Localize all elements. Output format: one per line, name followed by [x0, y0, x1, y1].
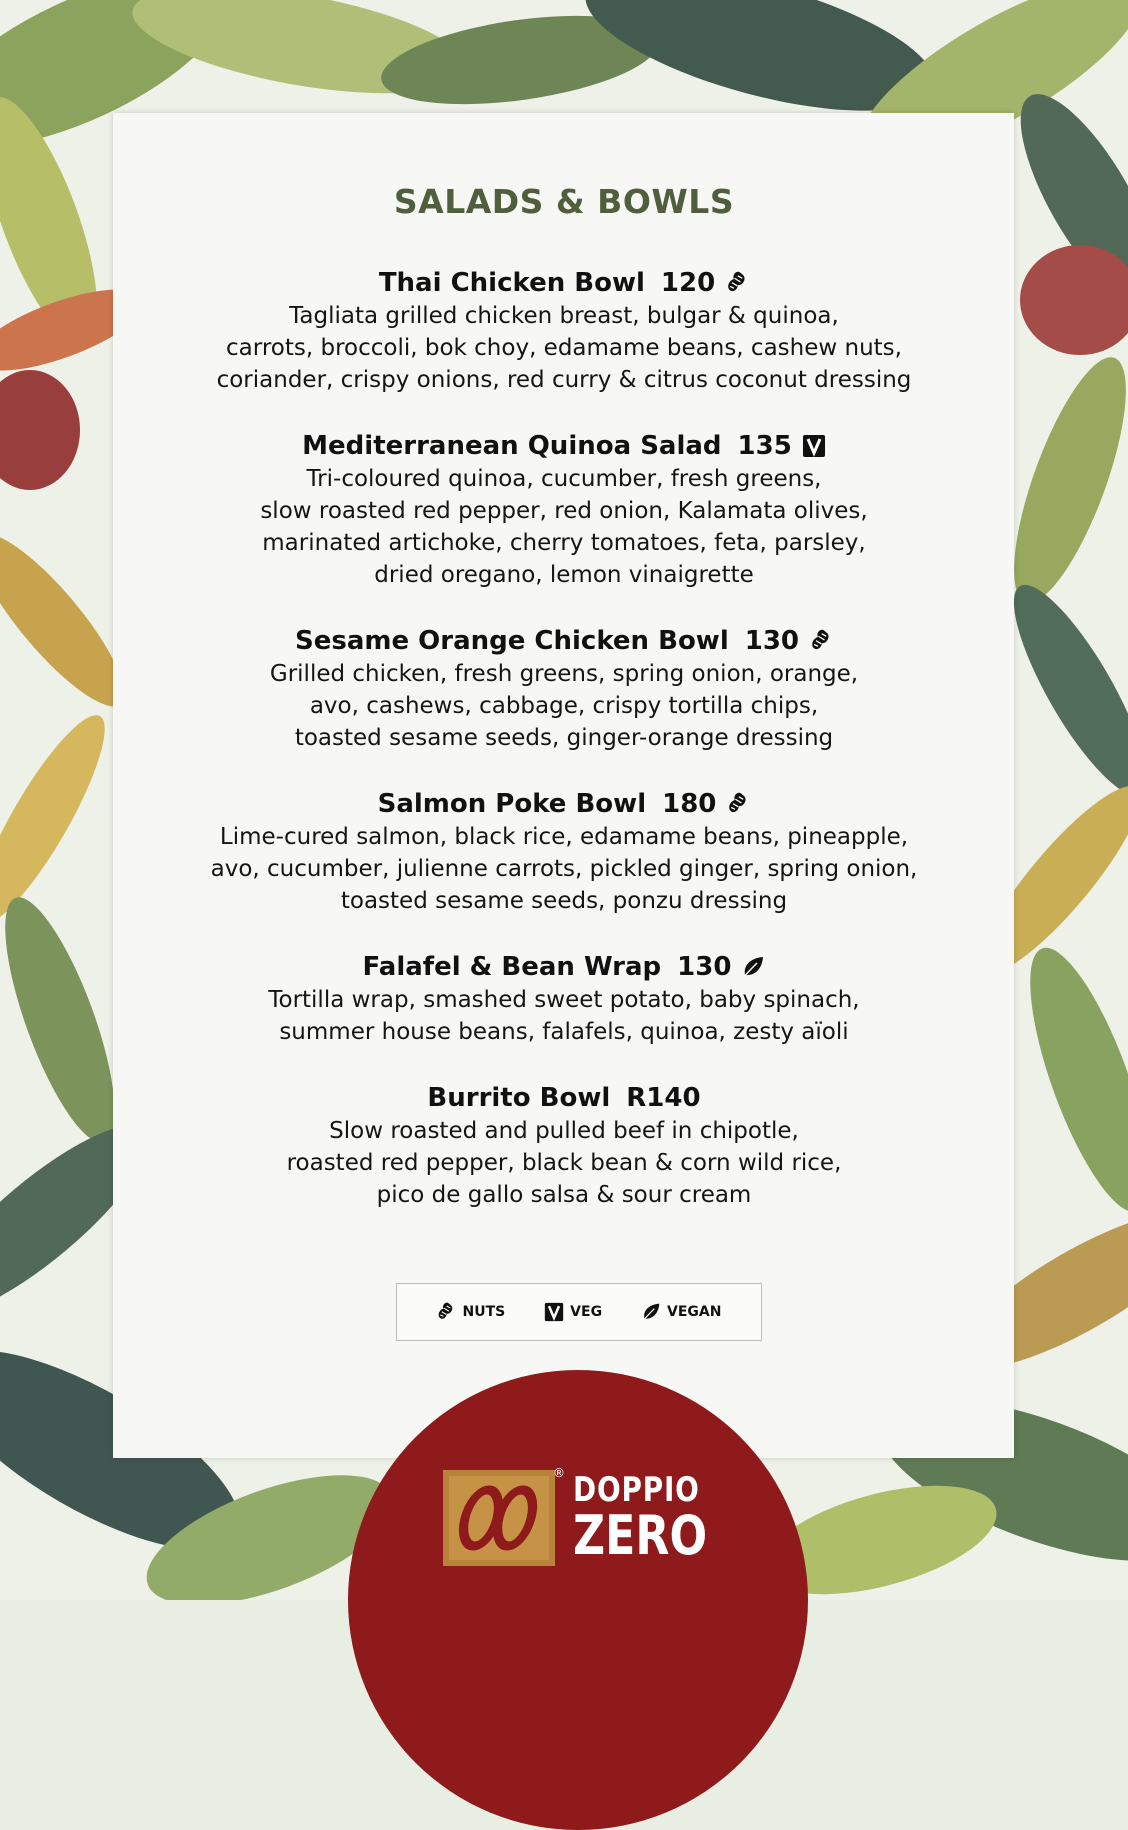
logo-mark-icon	[443, 1470, 555, 1566]
menu-item-description	[194, 300, 934, 396]
menu-item-price: 130	[744, 626, 800, 656]
menu-item-heading	[0, 266, 1128, 300]
description-line: slow roasted red pepper, red onion, Kalamata olives,	[260, 498, 868, 524]
brand-name-line2: ZERO	[573, 1504, 708, 1567]
menu-item-price: 135	[737, 431, 792, 461]
description-line: Tri-coloured quinoa, cucumber, fresh greens,	[306, 466, 822, 492]
description-line: avo, cashews, cabbage, crispy tortilla chips,	[309, 693, 819, 719]
menu-item-name: Mediterranean Quinoa Salad	[302, 431, 722, 461]
description-line: roasted red pepper, black bean & corn wild rice,	[286, 1150, 842, 1176]
description-line: pico de gallo salsa & sour cream	[376, 1182, 752, 1208]
description-line: dried oregano, lemon vinaigrette	[374, 562, 754, 588]
menu-item	[0, 787, 1128, 917]
description-line: avo, cucumber, julienne carrots, pickled ginger, spring onion,	[210, 856, 918, 882]
menu-item	[0, 429, 1128, 591]
menu-item	[0, 266, 1128, 396]
description-line: toasted sesame seeds, ginger-orange dressing	[294, 725, 834, 751]
description-line: Slow roasted and pulled beef in chipotle,	[329, 1118, 799, 1144]
nuts-icon	[809, 629, 833, 653]
menu-item-name: Falafel & Bean Wrap	[362, 952, 662, 982]
veg-icon	[544, 1302, 564, 1322]
menu-item	[0, 950, 1128, 1048]
brand-logo	[443, 1470, 737, 1566]
menu-item	[0, 624, 1128, 754]
legend-label: NUTS	[462, 1304, 506, 1320]
menu-item-name: Burrito Bowl	[427, 1083, 611, 1113]
menu-item-heading	[0, 950, 1128, 984]
brand-name-line1: DOPPIO	[573, 1470, 700, 1510]
vegan-icon	[641, 1302, 661, 1322]
legend-item-nuts	[436, 1302, 505, 1322]
legend-label: VEG	[570, 1304, 603, 1320]
description-line: Tortilla wrap, smashed sweet potato, baby spinach,	[268, 987, 860, 1013]
brand-arch	[348, 1370, 808, 1830]
dietary-legend	[396, 1283, 762, 1341]
menu-item-heading	[0, 1081, 1128, 1115]
menu-item-heading	[0, 429, 1128, 463]
menu-item-description	[194, 463, 934, 591]
menu-item-price: 120	[660, 268, 716, 298]
menu-item-name: Sesame Orange Chicken Bowl	[294, 626, 729, 656]
menu-item	[0, 1081, 1128, 1211]
legend-label: VEGAN	[667, 1304, 722, 1320]
vegan-icon	[741, 955, 765, 979]
description-line: marinated artichoke, cherry tomatoes, feta, parsley,	[262, 530, 866, 556]
menu-item-heading	[0, 787, 1128, 821]
nuts-icon	[725, 271, 749, 295]
menu-item-name: Salmon Poke Bowl	[377, 789, 647, 819]
description-line: Grilled chicken, fresh greens, spring onion, orange,	[269, 661, 859, 687]
menu-item-price: 130	[677, 952, 732, 982]
description-line: Lime-cured salmon, black rice, edamame beans, pineapple,	[219, 824, 909, 850]
section-title: SALADS & BOWLS	[393, 182, 735, 221]
description-line: coriander, crispy onions, red curry & citrus coconut dressing	[216, 367, 912, 393]
description-line: Tagliata grilled chicken breast, bulgar & quinoa,	[289, 303, 839, 329]
nuts-icon	[436, 1302, 456, 1322]
nuts-icon	[726, 792, 750, 816]
legend-item-veg	[544, 1302, 602, 1322]
veg-icon	[802, 434, 826, 458]
description-line: toasted sesame seeds, ponzu dressing	[340, 888, 788, 914]
menu-item-description	[194, 821, 934, 917]
menu-item-description	[194, 984, 934, 1048]
menu-item-name: Thai Chicken Bowl	[378, 268, 645, 298]
menu-item-description	[194, 658, 934, 754]
menu-item-price: R140	[626, 1083, 701, 1113]
registered-mark: ®	[553, 1466, 565, 1480]
menu-item-price: 180	[662, 789, 717, 819]
description-line: summer house beans, falafels, quinoa, zesty aïoli	[279, 1019, 849, 1045]
menu-items	[0, 266, 1128, 1244]
menu-item-heading	[0, 624, 1128, 658]
legend-item-vegan	[641, 1302, 721, 1322]
menu-item-description	[194, 1115, 934, 1211]
description-line: carrots, broccoli, bok choy, edamame beans, cashew nuts,	[226, 335, 902, 361]
